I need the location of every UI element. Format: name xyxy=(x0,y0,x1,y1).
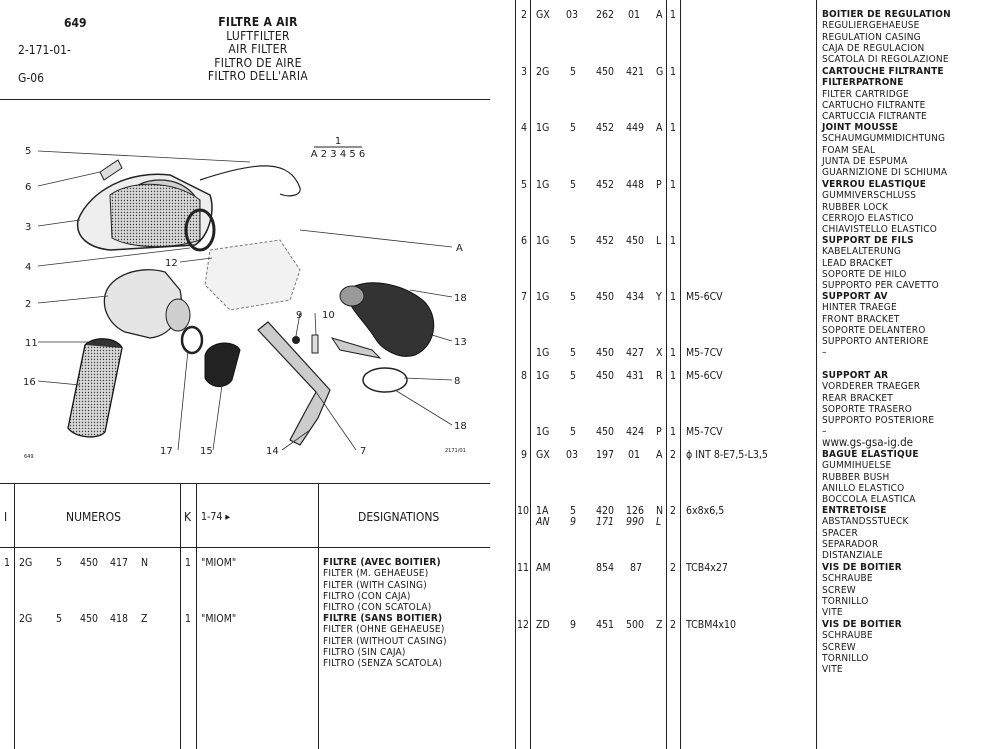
callout-4: 4 xyxy=(25,262,32,273)
part-seg-c: 420 xyxy=(596,505,615,517)
designation-line: SPACER xyxy=(822,527,858,539)
designation-line: FILTERPATRONE xyxy=(822,77,904,89)
part-seg-e: A xyxy=(656,9,663,21)
reference-number: 2-171-01- xyxy=(18,43,71,57)
part-prefix: 2G xyxy=(19,557,33,569)
callout-8: 8 xyxy=(454,376,461,387)
fraction-bottom: A 2 3 4 5 6 xyxy=(310,149,366,160)
spec: M5-6CV xyxy=(686,370,723,382)
table-header-rule xyxy=(0,547,490,548)
part-seg-c: 450 xyxy=(596,66,615,78)
callout-14: 14 xyxy=(266,446,279,457)
quantity: 2 xyxy=(670,619,677,631)
part-seg-b: 5 xyxy=(570,347,577,359)
callout-5: 5 xyxy=(25,146,32,157)
part-prefix: GX xyxy=(536,9,550,21)
group-code: G-06 xyxy=(18,71,44,85)
designation-line: FILTRE (AVEC BOITIER) xyxy=(323,557,441,568)
designation-line: SOPORTE TRASERO xyxy=(822,403,913,415)
callout-7: 7 xyxy=(360,446,367,457)
part-seg-b: 5 xyxy=(570,122,577,134)
callout-A: A xyxy=(456,243,463,254)
designation-block xyxy=(822,66,944,122)
designation-block xyxy=(323,557,441,613)
spacer-drawing xyxy=(312,335,318,353)
designation-block xyxy=(822,122,947,178)
designation-block xyxy=(822,562,902,618)
col-rule-numeros xyxy=(180,483,181,749)
designation-line: SCREW xyxy=(822,641,856,653)
part-prefix: 1G xyxy=(536,179,550,191)
item-number: 2 xyxy=(521,9,528,21)
designation-line: JOINT MOUSSE xyxy=(822,122,899,133)
designation-line: KABELALTERUNG xyxy=(822,246,902,258)
rear-bracket-drawing xyxy=(332,338,380,358)
item-number: 3 xyxy=(521,66,528,78)
right-col-rule-i xyxy=(515,0,516,749)
spec: 6x8x6,5 xyxy=(686,505,725,517)
part-seg-e: Y xyxy=(656,291,662,303)
quantity: 1 xyxy=(670,235,677,247)
page-number: 649 xyxy=(64,16,87,30)
part-seg-c: 450 xyxy=(80,557,99,569)
designation-line: GUMMIHUELSE xyxy=(822,460,892,472)
part-seg-e: X xyxy=(656,347,663,359)
designation-line: GUMMIVERSCHLUSS xyxy=(822,190,917,202)
part-seg-d: 01 xyxy=(628,9,641,21)
designation-line: FILTER CARTRIDGE xyxy=(822,88,909,100)
quantity: 1 xyxy=(185,557,192,569)
designation-line: VIS DE BOITIER xyxy=(822,562,902,573)
spec: "MIOM" xyxy=(201,557,237,569)
designation-line: REAR BRACKET xyxy=(822,392,893,404)
designation-line: LEAD BRACKET xyxy=(822,257,893,269)
item-number: 11 xyxy=(517,562,530,574)
designation-line: BOITIER DE REGULATION xyxy=(822,9,951,20)
col-header-range: 1-74 ▸ xyxy=(201,511,231,523)
part-prefix: GX xyxy=(536,449,550,461)
part-seg-b: 5 xyxy=(570,291,577,303)
col-header-k: K xyxy=(184,510,192,524)
designation-line: HINTER TRAEGE xyxy=(822,302,897,314)
designation-line: VITE xyxy=(822,664,843,676)
part-seg-d: 427 xyxy=(626,347,645,359)
designation-line: FILTER (WITH CASING) xyxy=(323,579,427,591)
spec: M5-6CV xyxy=(686,291,723,303)
designation-line: CHIAVISTELLO ELASTICO xyxy=(822,224,938,236)
designation-line: CAJA DE REGULACION xyxy=(822,42,925,54)
part-seg-c: 450 xyxy=(596,370,615,382)
callout-13: 13 xyxy=(454,337,467,348)
alt-part-prefix: AN xyxy=(536,516,550,528)
designation-block xyxy=(822,505,909,561)
designation-block xyxy=(822,9,951,65)
designation-line: – xyxy=(822,347,827,359)
quantity: 2 xyxy=(670,449,677,461)
spec: M5-7CV xyxy=(686,347,723,359)
designation-line: RUBBER LOCK xyxy=(822,201,889,213)
spec: ϕ INT 8-E7,5-L3,5 xyxy=(686,449,768,461)
part-seg-e: A xyxy=(656,122,663,134)
part-seg-c: 262 xyxy=(596,9,615,21)
callout-10: 10 xyxy=(322,310,335,321)
col-rule-i xyxy=(14,483,15,749)
quantity: 2 xyxy=(670,505,677,517)
designation-line: VIS DE BOITIER xyxy=(822,619,902,630)
diagram-code-right: 2171/01 xyxy=(445,448,466,454)
ring-drawing xyxy=(182,327,202,353)
part-seg-d: 87 xyxy=(630,562,643,574)
designation-line: CARTUCHO FILTRANTE xyxy=(822,99,926,111)
callout-18b: 18 xyxy=(454,421,467,432)
part-seg-d: 417 xyxy=(110,557,129,569)
designation-line: REGULIERGEHAEUSE xyxy=(822,20,920,32)
part-seg-b: 5 xyxy=(570,179,577,191)
part-seg-b: 5 xyxy=(570,66,577,78)
right-col-rule-range xyxy=(680,0,681,749)
right-col-rule-numeros xyxy=(530,0,531,749)
designation-line: DISTANZIALE xyxy=(822,550,883,562)
part-seg-e: N xyxy=(656,505,664,517)
designation-line: SOPORTE DELANTERO xyxy=(822,324,926,336)
designation-line: FOAM SEAL xyxy=(822,144,876,156)
designation-line: REGULATION CASING xyxy=(822,31,921,43)
part-seg-d: 421 xyxy=(626,66,645,78)
part-seg-c: 450 xyxy=(596,347,615,359)
part-seg-e: P xyxy=(656,179,662,191)
designation-line: FILTER (WITHOUT CASING) xyxy=(323,635,447,647)
designation-block xyxy=(323,613,447,669)
part-seg-e: Z xyxy=(141,613,148,625)
col-header-designations: DESIGNATIONS xyxy=(358,510,440,524)
callout-6: 6 xyxy=(25,182,32,193)
part-seg-b: 5 xyxy=(570,370,577,382)
callout-15: 15 xyxy=(200,446,213,457)
callout-18a: 18 xyxy=(454,293,467,304)
part-seg-d: 449 xyxy=(626,122,645,134)
spec: TCB4x27 xyxy=(686,562,728,574)
part-prefix: ZD xyxy=(536,619,550,631)
designation-line: SUPPORTO ANTERIORE xyxy=(822,336,929,348)
col-rule-range xyxy=(318,483,319,749)
designation-block xyxy=(822,291,929,359)
quantity: 1 xyxy=(670,179,677,191)
designation-block xyxy=(822,179,937,235)
designation-line: ENTRETOISE xyxy=(822,505,887,516)
website-watermark: www.gs-gsa-ig.de xyxy=(822,435,914,449)
part-seg-d: 126 xyxy=(626,505,645,517)
part-seg-c: 452 xyxy=(596,179,615,191)
quantity: 1 xyxy=(670,66,677,78)
quantity: 2 xyxy=(670,562,677,574)
designation-line: SCHRAUBE xyxy=(822,573,873,585)
designation-line: FILTRO (CON CAJA) xyxy=(323,590,411,602)
part-seg-b: 5 xyxy=(570,505,577,517)
part-seg-e: N xyxy=(141,557,149,569)
designation-block xyxy=(822,619,902,675)
diagram-code-left: 649 xyxy=(24,454,34,460)
designation-line: FILTRE (SANS BOITIER) xyxy=(323,613,443,624)
part-seg-c: 452 xyxy=(596,235,615,247)
designation-line: TORNILLO xyxy=(822,652,869,664)
alt-part-seg-b: 9 xyxy=(570,516,577,528)
title-it: FILTRO DELL'ARIA xyxy=(207,69,309,83)
table-top-rule xyxy=(0,483,490,484)
spec: "MIOM" xyxy=(201,613,237,625)
part-seg-c: 450 xyxy=(596,291,615,303)
part-seg-b: 9 xyxy=(570,619,577,631)
quantity: 1 xyxy=(670,9,677,21)
title-en: AIR FILTER xyxy=(228,42,288,56)
part-prefix: 2G xyxy=(536,66,550,78)
designation-line: FILTER (OHNE GEHAEUSE) xyxy=(323,624,445,636)
designation-line: VERROU ELASTIQUE xyxy=(822,179,927,190)
designation-line: CARTUCCIA FILTRANTE xyxy=(822,111,927,123)
elastic-lock-drawing xyxy=(200,166,300,196)
designation-line: – xyxy=(822,426,827,438)
quantity: 1 xyxy=(670,370,677,382)
part-seg-d: 448 xyxy=(626,179,645,191)
designation-line: SUPPORT DE FILS xyxy=(822,235,914,246)
quantity: 1 xyxy=(670,122,677,134)
part-seg-b: 5 xyxy=(570,235,577,247)
designation-line: SUPPORT AR xyxy=(822,370,889,381)
clamp-drawing xyxy=(363,368,407,392)
right-col-rule-designations xyxy=(816,0,817,749)
item-number: 6 xyxy=(521,235,528,247)
part-seg-e: P xyxy=(656,426,662,438)
item-number: 4 xyxy=(521,122,528,134)
part-seg-c: 197 xyxy=(596,449,615,461)
designation-line: FILTRO (CON SCATOLA) xyxy=(323,602,432,614)
designation-line: SCHRAUBE xyxy=(822,630,873,642)
designation-line: ABSTANDSSTUECK xyxy=(822,516,909,528)
designation-line: SCATOLA DI REGOLAZIONE xyxy=(822,54,949,66)
part-seg-e: R xyxy=(656,370,663,382)
part-prefix: 1G xyxy=(536,122,550,134)
part-prefix: 1G xyxy=(536,370,550,382)
part-prefix: 1G xyxy=(536,235,550,247)
part-seg-b: 5 xyxy=(570,426,577,438)
part-prefix: AM xyxy=(536,562,551,574)
designation-line: FILTER (M. GEHAEUSE) xyxy=(323,568,429,580)
part-seg-d: 01 xyxy=(628,449,641,461)
part-seg-b: 03 xyxy=(566,449,579,461)
filter-casing-drawing xyxy=(78,160,212,250)
part-prefix: 1G xyxy=(536,426,550,438)
callout-3: 3 xyxy=(25,222,32,233)
item-number: 10 xyxy=(517,505,530,517)
part-seg-b: 5 xyxy=(56,613,63,625)
quantity: 1 xyxy=(670,347,677,359)
title-fr: FILTRE A AIR xyxy=(218,15,298,29)
part-seg-c: 450 xyxy=(596,426,615,438)
designation-block xyxy=(822,370,934,438)
designation-line: CERROJO ELASTICO xyxy=(822,212,914,224)
designation-line: RUBBER BUSH xyxy=(822,471,890,483)
part-seg-d: 450 xyxy=(626,235,645,247)
callout-2: 2 xyxy=(25,299,32,310)
part-seg-c: 452 xyxy=(596,122,615,134)
col-header-i: I xyxy=(4,510,8,524)
callout-9: 9 xyxy=(296,310,303,321)
quantity: 1 xyxy=(670,291,677,303)
title-es: FILTRO DE AIRE xyxy=(214,55,302,70)
designation-block xyxy=(822,235,939,291)
part-seg-c: 451 xyxy=(596,619,615,631)
fraction-top: 1 xyxy=(334,136,342,147)
part-seg-b: 5 xyxy=(56,557,63,569)
item-number: 1 xyxy=(4,557,11,569)
item-number: 9 xyxy=(521,449,528,461)
alt-part-seg-e: L xyxy=(656,516,662,528)
designation-line: JUNTA DE ESPUMA xyxy=(822,155,908,167)
part-seg-e: G xyxy=(656,66,664,78)
designation-line: ANILLO ELASTICO xyxy=(822,482,905,494)
spec: TCBM4x10 xyxy=(686,619,736,631)
part-seg-d: 418 xyxy=(110,613,129,625)
quantity: 1 xyxy=(670,426,677,438)
designation-line: SUPPORT AV xyxy=(822,291,888,302)
designation-line: SCHAUMGUMMIDICHTUNG xyxy=(822,133,946,145)
item-number: 12 xyxy=(517,619,530,631)
callout-17: 17 xyxy=(160,446,173,457)
filter-element-drawing xyxy=(68,339,122,437)
designation-line: GUARNIZIONE DI SCHIUMA xyxy=(822,167,948,179)
part-prefix: 1G xyxy=(536,347,550,359)
part-seg-d: 424 xyxy=(626,426,645,438)
part-seg-e: Z xyxy=(656,619,663,631)
designation-line: SUPPORTO POSTERIORE xyxy=(822,415,935,427)
part-seg-c: 450 xyxy=(80,613,99,625)
part-prefix: 1A xyxy=(536,505,549,517)
designation-line: BOCCOLA ELASTICA xyxy=(822,494,916,506)
col-rule-k xyxy=(196,483,197,749)
designation-line: CARTOUCHE FILTRANTE xyxy=(822,66,944,77)
designation-line: FRONT BRACKET xyxy=(822,313,900,325)
part-seg-d: 431 xyxy=(626,370,645,382)
rubber-sleeve-drawing xyxy=(205,343,240,387)
designation-line: BAGUE ELASTIQUE xyxy=(822,449,919,460)
designation-line: SEPARADOR xyxy=(822,538,879,550)
spec: M5-7CV xyxy=(686,426,723,438)
part-seg-b: 03 xyxy=(566,9,579,21)
right-col-rule-k xyxy=(666,0,667,749)
bush-drawing xyxy=(292,336,300,344)
title-block xyxy=(190,16,326,84)
designation-line: FILTRO (SIN CAJA) xyxy=(323,646,406,658)
designation-line: VORDERER TRAEGER xyxy=(822,381,921,393)
designation-block xyxy=(822,449,919,505)
part-prefix: 1G xyxy=(536,291,550,303)
part-prefix: 2G xyxy=(19,613,33,625)
part-seg-c: 854 xyxy=(596,562,615,574)
part-seg-d: 434 xyxy=(626,291,645,303)
designation-line: SUPPORTO PER CAVETTO xyxy=(822,280,939,292)
item-number: 7 xyxy=(521,291,528,303)
col-header-numeros: NUMEROS xyxy=(66,510,121,524)
callout-11: 11 xyxy=(25,338,38,349)
item-number: 5 xyxy=(521,179,528,191)
title-de: LUFTFILTER xyxy=(226,28,290,43)
part-seg-d: 500 xyxy=(626,619,645,631)
designation-line: SCREW xyxy=(822,584,856,596)
designation-line: FILTRO (SENZA SCATOLA) xyxy=(323,658,443,670)
quantity: 1 xyxy=(185,613,192,625)
part-seg-e: L xyxy=(656,235,662,247)
alt-part-seg-c: 171 xyxy=(596,516,615,528)
part-seg-e: A xyxy=(656,449,663,461)
designation-line: TORNILLO xyxy=(822,595,869,607)
designation-line: VITE xyxy=(822,607,843,619)
callout-12: 12 xyxy=(165,258,178,269)
alt-part-seg-d: 990 xyxy=(626,516,645,528)
item-number: 8 xyxy=(521,370,528,382)
designation-line: SOPORTE DE HILO xyxy=(822,268,907,280)
callout-16: 16 xyxy=(23,377,36,388)
exploded-diagram xyxy=(0,100,490,480)
